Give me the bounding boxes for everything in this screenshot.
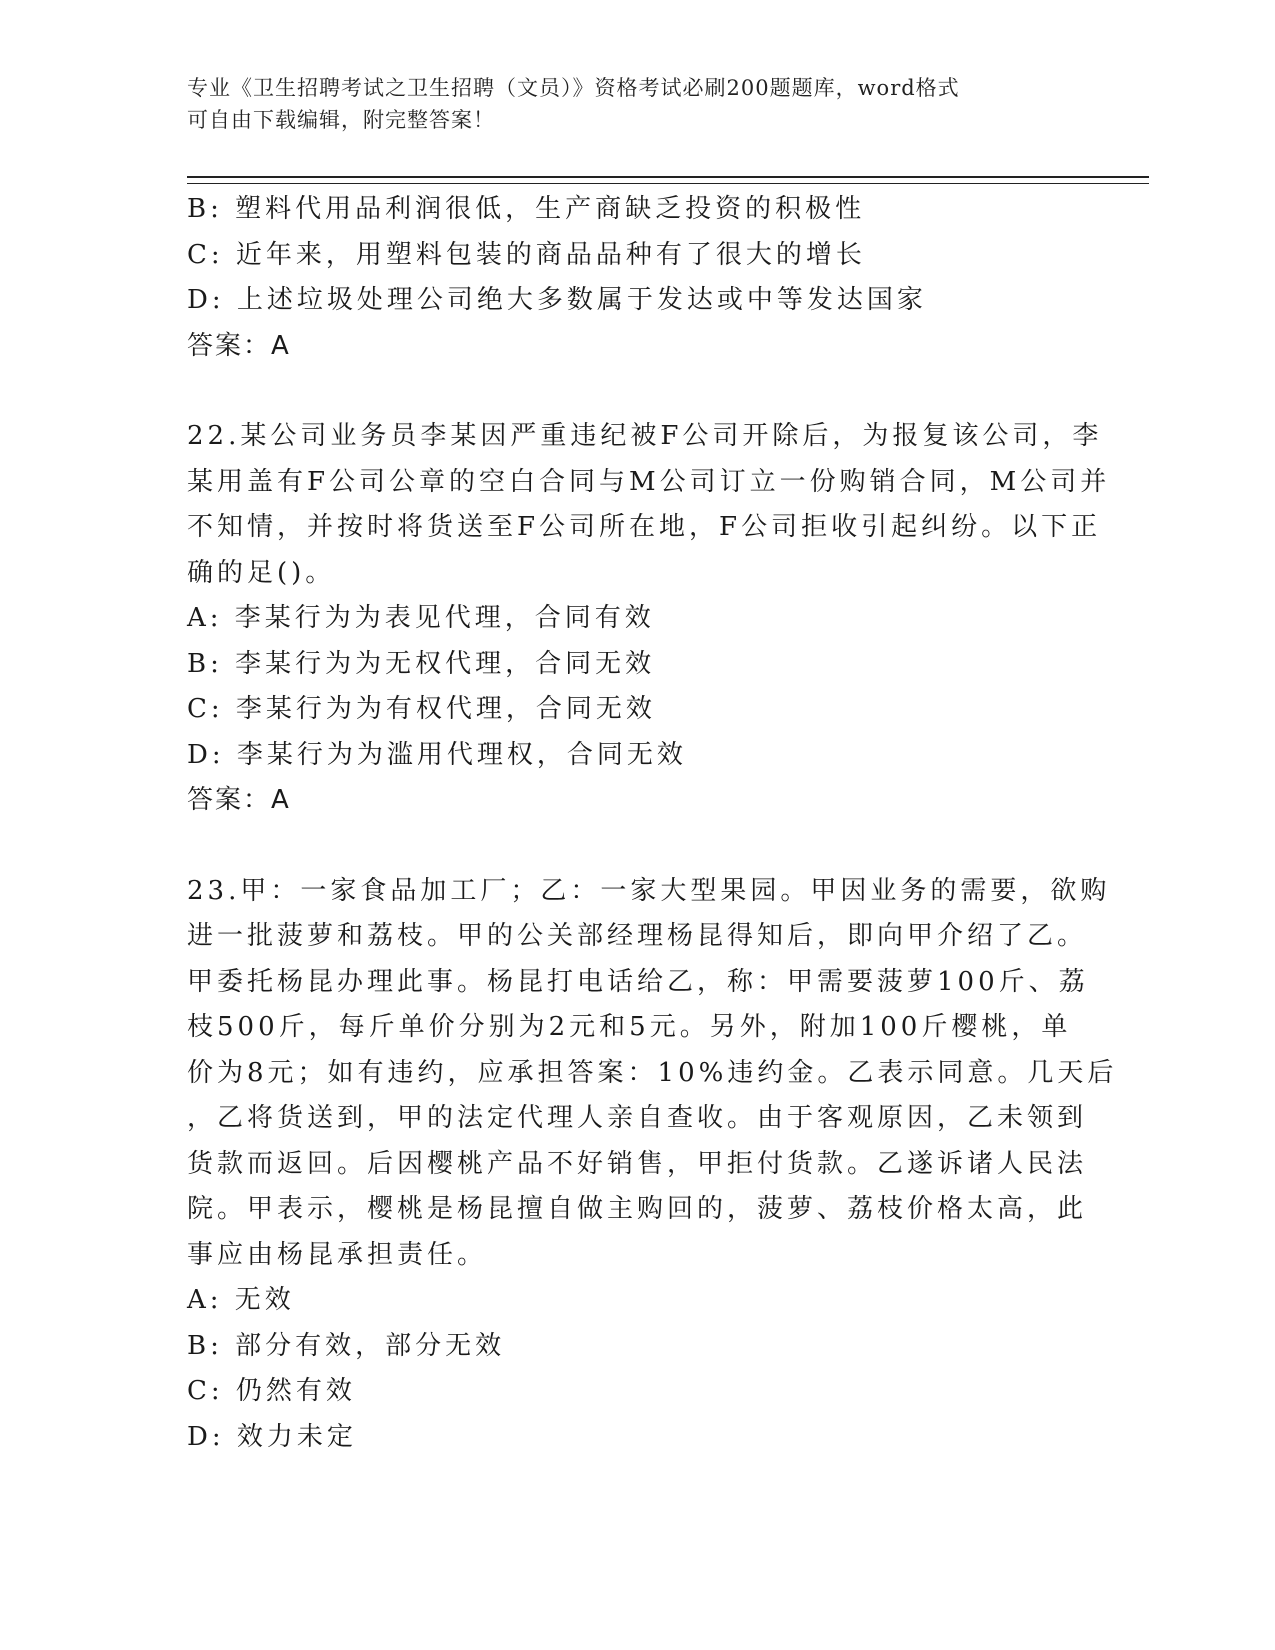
q22-stem-line: 某用盖有F公司公章的空白合同与M公司订立一份购销合同，M公司并 (187, 466, 1111, 497)
q22-stem-line: 22.某公司业务员李某因严重违纪被F公司开除后，为报复该公司，李 (187, 421, 1103, 451)
spacer (187, 369, 1087, 414)
q23-stem-line: 枝500斤，每斤单价分别为2元和5元。另外，附加100斤樱桃，单 (187, 1012, 1072, 1042)
q23-stem-line: 价为8元；如有违约，应承担答案：10%违约金。乙表示同意。几天后 (187, 1057, 1118, 1088)
q22-option-a: A: 李某行为为表见代理，合同有效 (187, 603, 655, 633)
q22-option-d: D: 李某行为为滥用代理权，合同无效 (187, 739, 687, 770)
q23-stem-line: ，乙将货送到，甲的法定代理人亲自查收。由于客观原因，乙未领到 (187, 1103, 1088, 1133)
q23-stem-line: 货款而返回。后因樱桃产品不好销售，甲拒付货款。乙遂诉诸人民法 (187, 1148, 1088, 1179)
q22-stem-line: 确的足()。 (187, 557, 336, 588)
q23-stem-line: 进一批菠萝和荔枝。甲的公关部经理杨昆得知后，即向甲介绍了乙。 (187, 921, 1088, 951)
document-body (187, 187, 1118, 1460)
q22-answer: 答案：A (187, 785, 291, 815)
q21-answer: 答案：A (187, 330, 291, 361)
q23-option-b: B: 部分有效，部分无效 (187, 1330, 506, 1361)
q23-stem-line: 院。甲表示，樱桃是杨昆擅自做主购回的，菠萝、荔枝价格太高，此 (187, 1194, 1088, 1224)
q21-option-c: C: 近年来，用塑料包装的商品品种有了很大的增长 (187, 239, 866, 270)
question-21-tail (187, 187, 1087, 369)
q21-option-b: B: 塑料代用品利润很低，生产商缺乏投资的积极性 (187, 194, 866, 224)
q22-option-b: B: 李某行为为无权代理，合同无效 (187, 648, 656, 679)
spacer (187, 824, 1087, 869)
q23-stem-line: 事应由杨昆承担责任。 (187, 1239, 488, 1270)
header-divider (187, 176, 1149, 184)
q21-option-d: D: 上述垃圾处理公司绝大多数属于发达或中等发达国家 (187, 285, 927, 315)
q23-option-c: C: 仍然有效 (187, 1376, 356, 1406)
q23-stem-line: 23.甲：一家食品加工厂；乙：一家大型果园。甲因业务的需要，欲购 (187, 875, 1111, 906)
q23-stem-line: 甲委托杨昆办理此事。杨昆打电话给乙，称：甲需要菠萝100斤、荔 (187, 966, 1089, 997)
q23-option-a: A: 无效 (187, 1285, 295, 1315)
header-line-2: 可自由下载编辑，附完整答案！ (187, 108, 495, 132)
q23-option-d: D: 效力未定 (187, 1421, 357, 1452)
q22-stem-line: 不知情，并按时将货送至F公司所在地，F公司拒收引起纠纷。以下正 (187, 512, 1102, 542)
document-header (187, 72, 1067, 136)
question-22 (187, 414, 1111, 824)
header-line-1: 专业《卫生招聘考试之卫生招聘（文员）》资格考试必刷200题题库，word格式 (187, 76, 960, 100)
q22-option-c: C: 李某行为为有权代理，合同无效 (187, 694, 656, 724)
question-23 (187, 869, 1118, 1461)
